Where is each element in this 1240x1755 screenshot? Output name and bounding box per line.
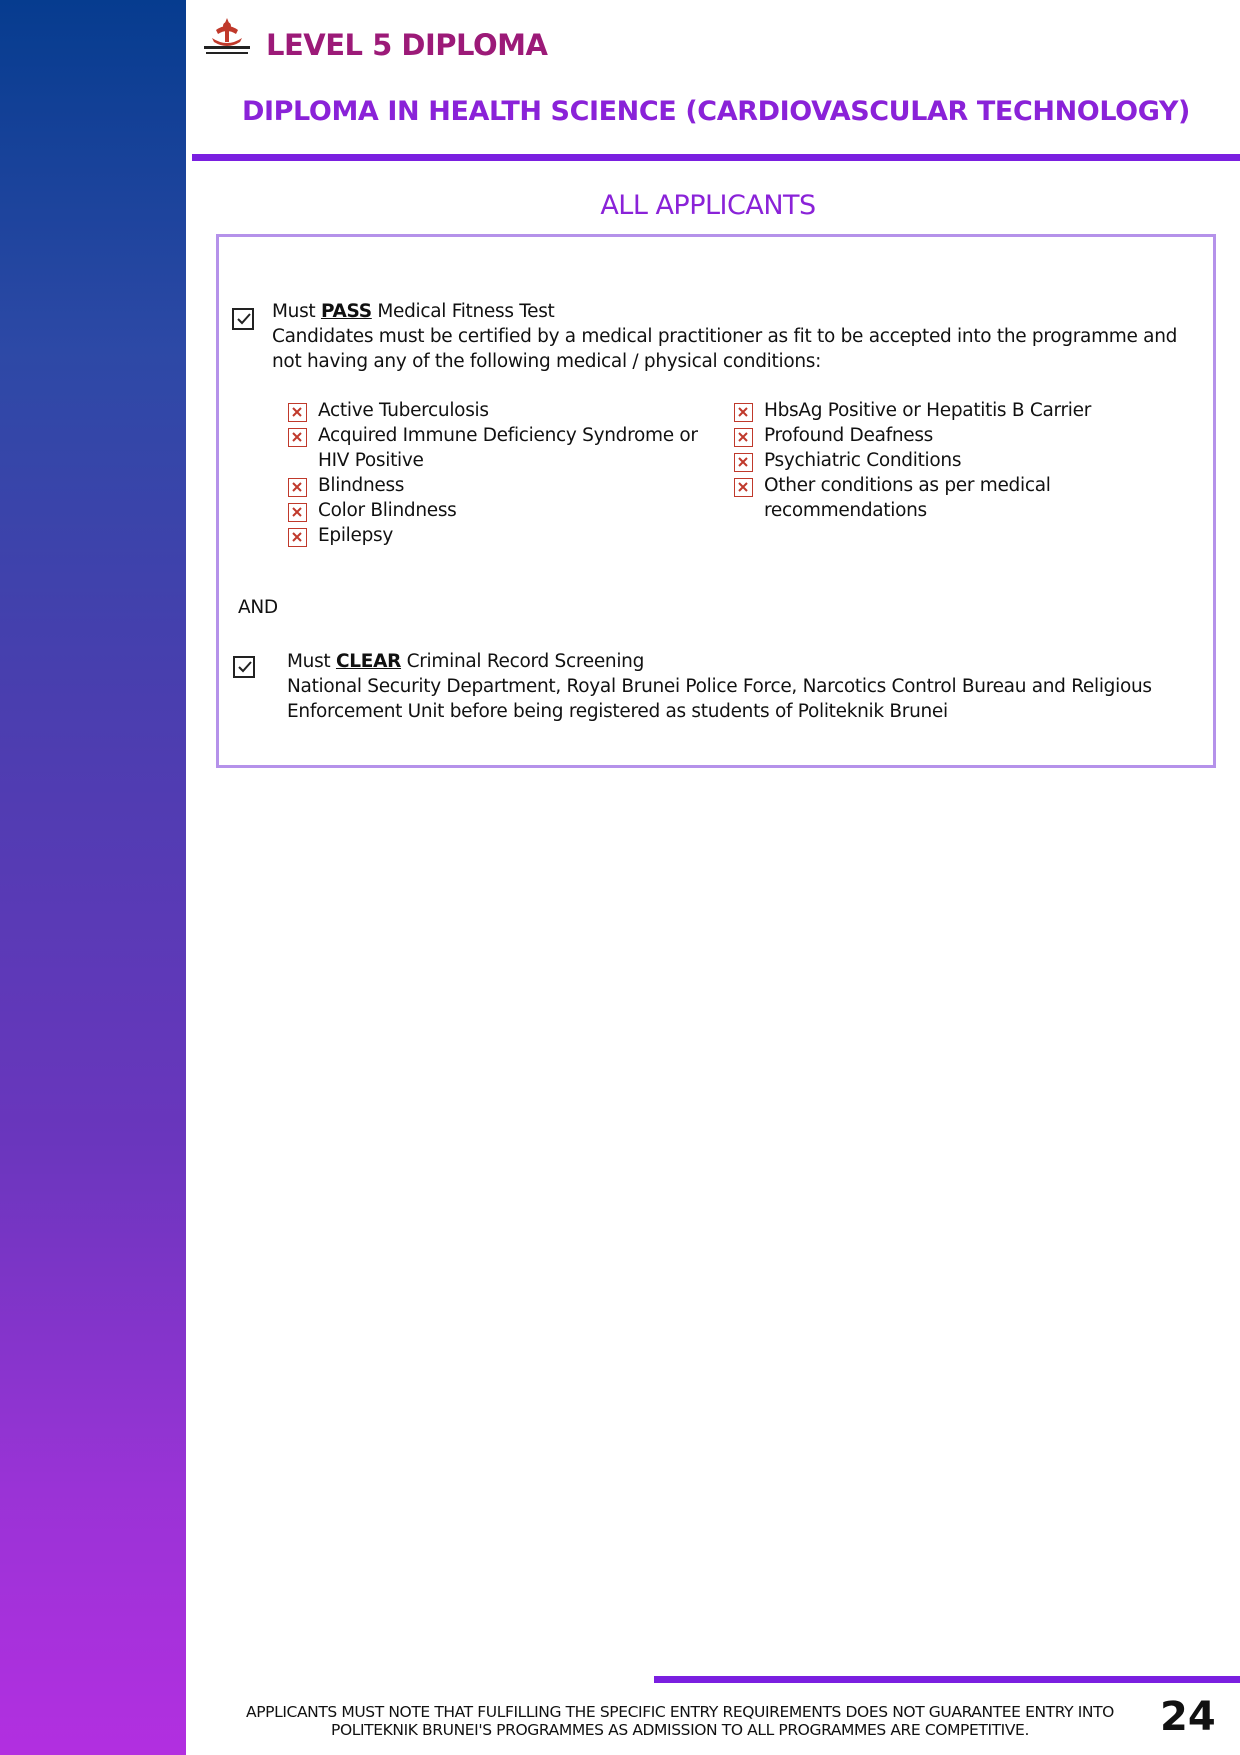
x-mark-icon (288, 528, 307, 547)
requirement-prefix: Must (287, 651, 336, 672)
requirement-description: National Security Department, Royal Brunei Police Force, Narcotics Control Bureau and Religious Enforcement Unit before being registered as students of Politeknik Brunei (287, 676, 1152, 722)
level-title: LEVEL 5 DIPLOMA (266, 28, 548, 62)
condition-item (288, 473, 718, 498)
condition-item (734, 473, 1114, 523)
x-mark-icon (288, 478, 307, 497)
footer-line-2: POLITEKNIK BRUNEI'S PROGRAMMES AS ADMISSION TO ALL PROGRAMMES ARE COMPETITIVE. (331, 1721, 1029, 1739)
x-mark-icon (288, 428, 307, 447)
condition-item (288, 523, 718, 548)
criminal-record-requirement (287, 649, 1212, 724)
condition-label: Active Tuberculosis (318, 400, 489, 421)
condition-label: Profound Deafness (764, 425, 934, 446)
and-connector: AND (238, 597, 278, 618)
checkbox-checked-icon (233, 656, 255, 678)
conditions-list-left (288, 398, 718, 548)
side-gradient-band (0, 0, 186, 1755)
politeknik-brunei-logo (198, 16, 256, 58)
checkbox-checked-icon (232, 308, 254, 330)
footer-divider (654, 1676, 1240, 1683)
condition-item (734, 448, 1114, 473)
requirement-title: Medical Fitness Test (371, 301, 555, 322)
x-mark-icon (734, 428, 753, 447)
program-title: DIPLOMA IN HEALTH SCIENCE (CARDIOVASCULAR TECHNOLOGY) (242, 96, 1190, 127)
condition-label: Epilepsy (318, 525, 394, 546)
x-mark-icon (734, 453, 753, 472)
page-number: 24 (1160, 1694, 1216, 1740)
requirement-description: Candidates must be certified by a medical practitioner as fit to be accepted into the programme and not having any of the following medical / physical conditions: (272, 326, 1178, 372)
footer-line-1: APPLICANTS MUST NOTE THAT FULFILLING THE SPECIFIC ENTRY REQUIREMENTS DOES NOT GUARANTEE ENTRY INTO (246, 1703, 1114, 1721)
requirement-keyword: PASS (320, 301, 372, 322)
condition-item (288, 423, 718, 473)
footer-disclaimer (230, 1703, 1130, 1739)
requirement-title: Criminal Record Screening (401, 651, 645, 672)
condition-item (734, 398, 1114, 423)
conditions-list-right (734, 398, 1114, 523)
medical-fitness-requirement (272, 299, 1212, 374)
x-mark-icon (288, 503, 307, 522)
condition-label: Color Blindness (318, 500, 457, 521)
condition-label: Blindness (318, 475, 405, 496)
condition-item (288, 498, 718, 523)
requirement-prefix: Must (272, 301, 321, 322)
x-mark-icon (288, 403, 307, 422)
requirement-keyword: CLEAR (335, 651, 402, 672)
header-divider (192, 154, 1240, 161)
condition-label: HbsAg Positive or Hepatitis B Carrier (764, 400, 1091, 421)
condition-label: Acquired Immune Deficiency Syndrome or HIV Positive (318, 425, 698, 471)
x-mark-icon (734, 478, 753, 497)
condition-item (288, 398, 718, 423)
x-mark-icon (734, 403, 753, 422)
condition-label: Other conditions as per medical recommendations (764, 475, 1051, 521)
condition-item (734, 423, 1114, 448)
condition-label: Psychiatric Conditions (764, 450, 962, 471)
section-heading: ALL APPLICANTS (600, 190, 816, 221)
